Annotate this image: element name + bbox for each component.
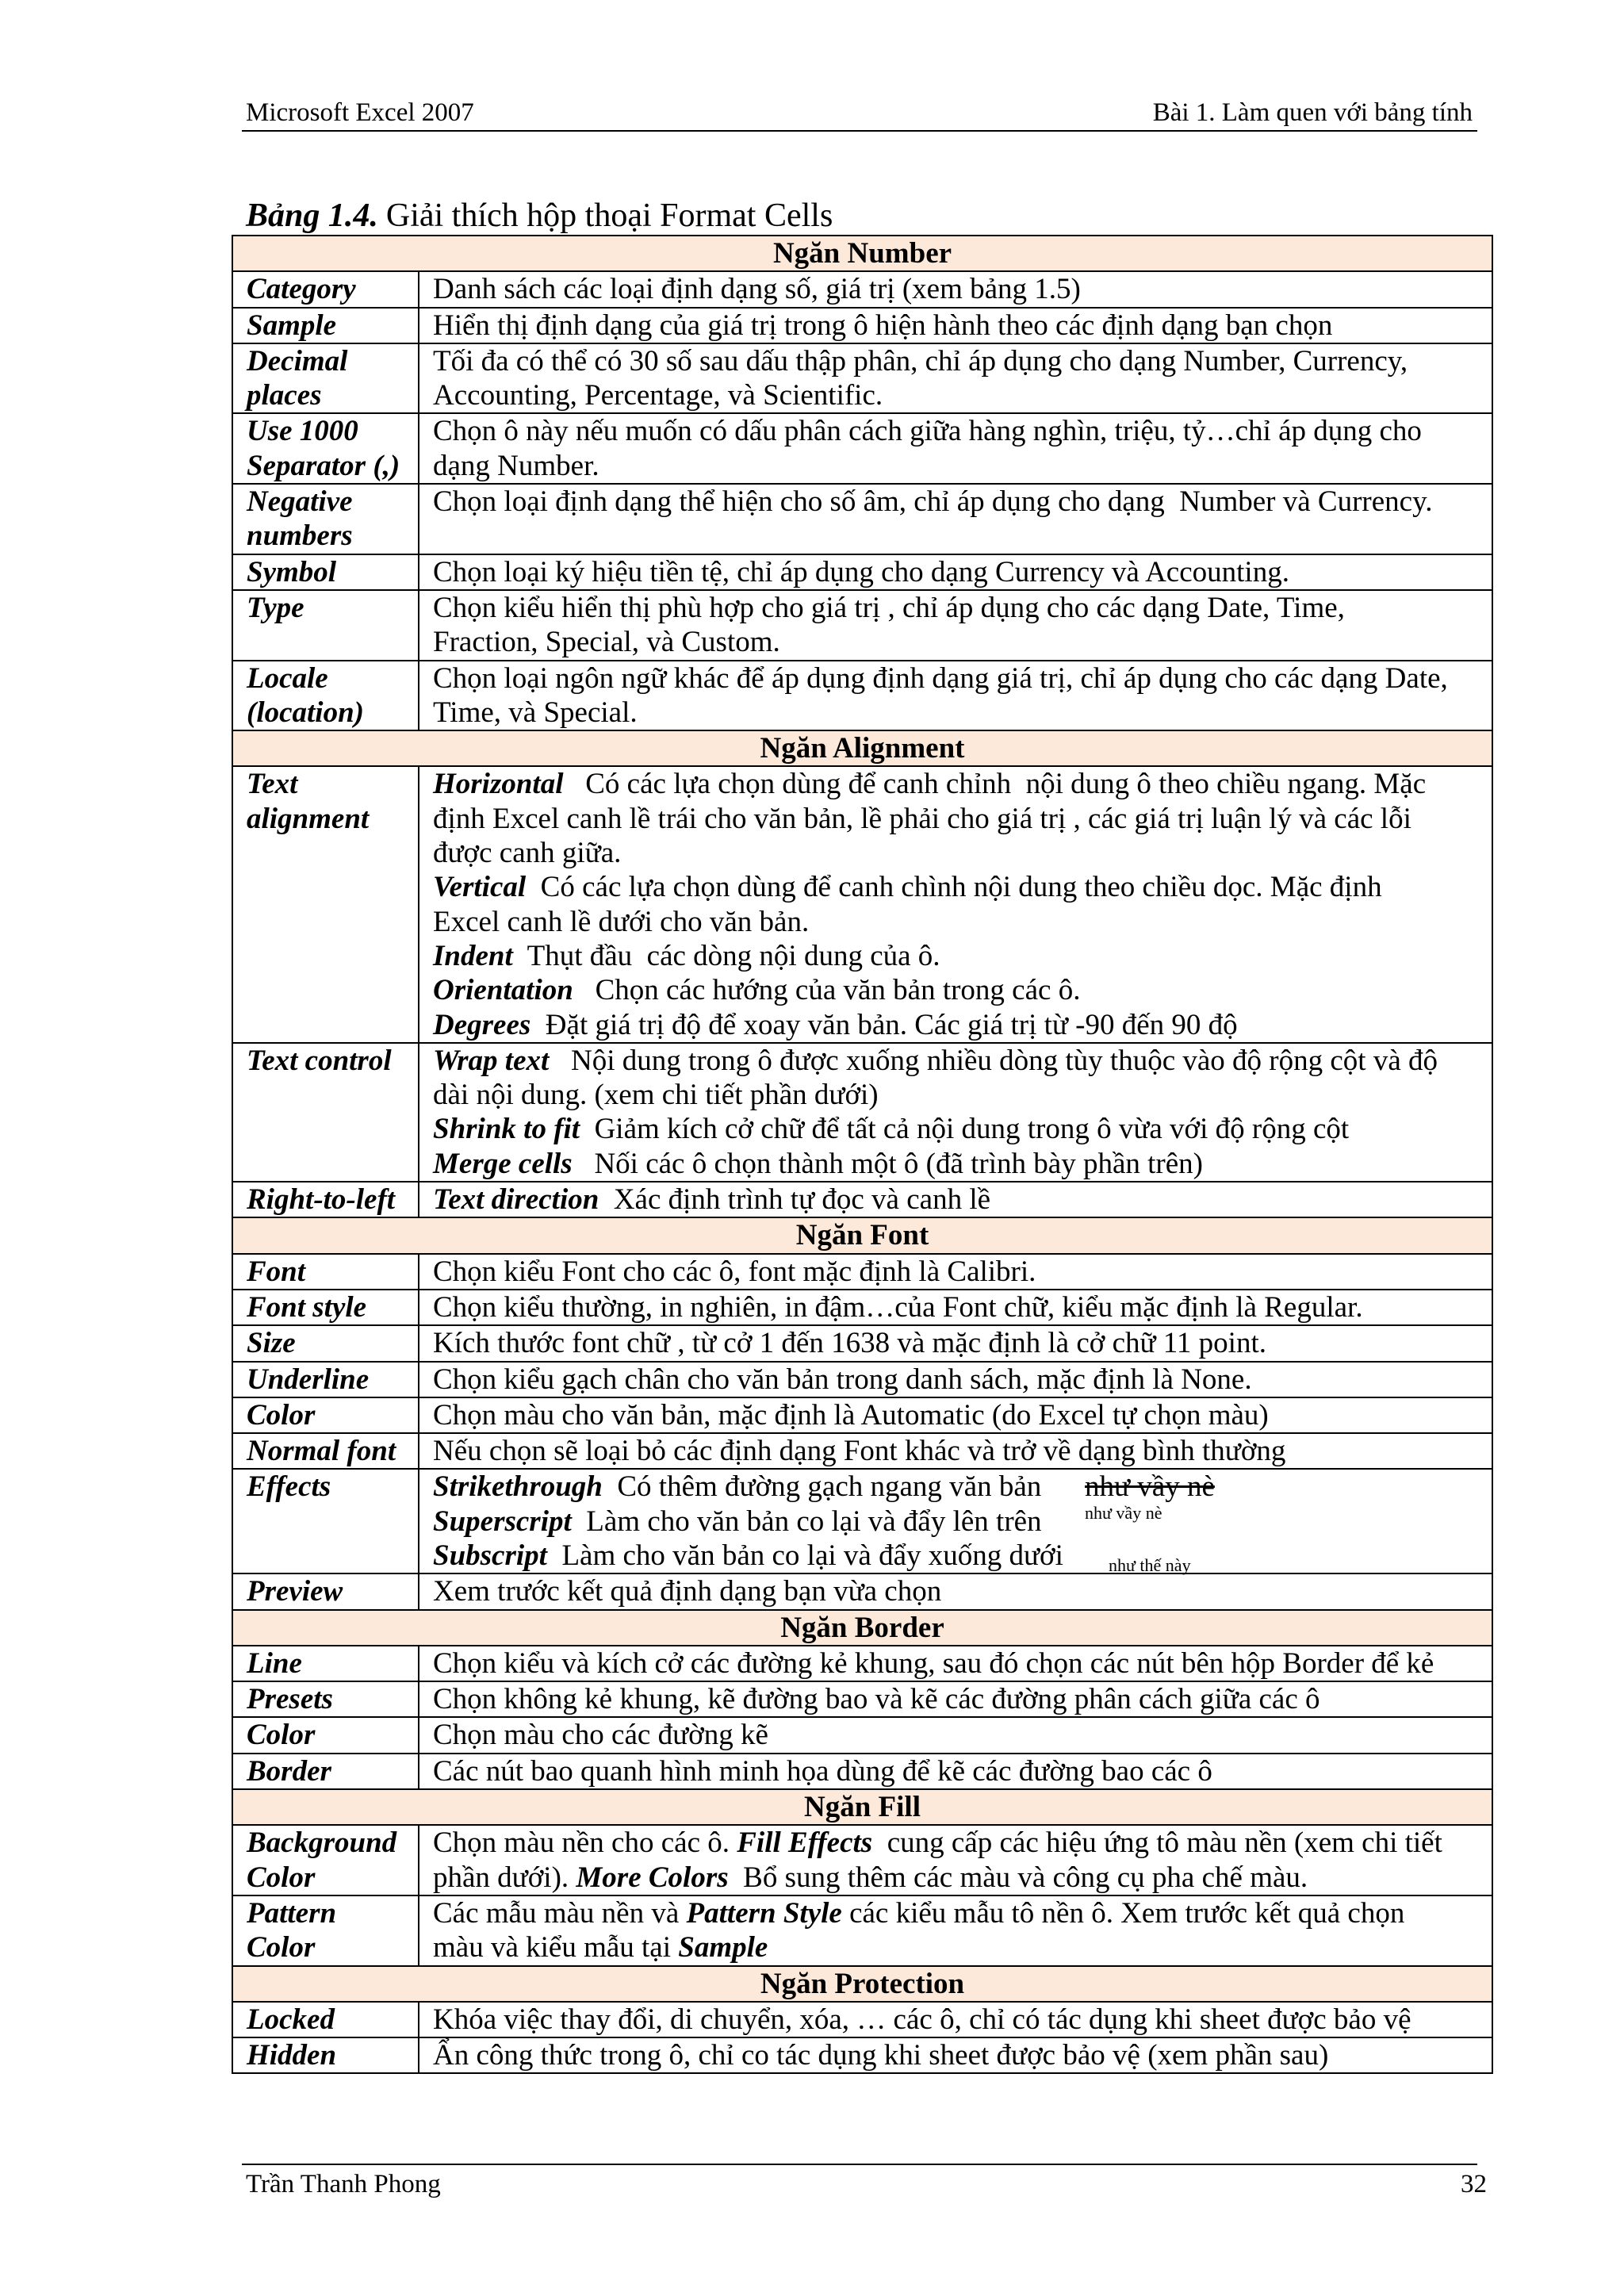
option-term: Shrink to fit — [433, 1113, 580, 1146]
header-book-title: Microsoft Excel 2007 — [246, 98, 474, 127]
row-label — [232, 308, 419, 343]
row-description — [419, 661, 1492, 731]
row-label — [232, 1646, 419, 1681]
section-title: Ngăn Font — [232, 1217, 1492, 1253]
option-term: Orientation — [433, 974, 573, 1007]
description-text: Chọn màu nền cho các ô. — [433, 1826, 737, 1860]
row-label-line: Use 1000 — [247, 415, 358, 448]
description-text: dạng Number. — [433, 449, 599, 482]
option-term: Horizontal — [433, 768, 564, 801]
row-label-line: Normal font — [247, 1435, 396, 1468]
description-text: Thụt đầu các dòng nội dung của ô. — [512, 939, 940, 972]
row-use-1000-separator — [232, 413, 1492, 484]
row-label-line: Pattern — [247, 1896, 337, 1930]
row-label-line: Preview — [247, 1575, 343, 1608]
row-description — [419, 1182, 1492, 1217]
description-text: Có các lựa chọn dùng để canh chình nội dung theo chiều dọc. Mặc định — [526, 871, 1382, 904]
row-label — [232, 766, 419, 1042]
description-text: Chọn loại ngôn ngữ khác để áp dụng định dạng giá trị, chỉ áp dụng cho các dạng Date, — [433, 661, 1448, 695]
description-text: Bổ sung thêm các màu và công cụ pha chế màu. — [728, 1861, 1308, 1894]
row-description — [419, 1681, 1492, 1717]
description-line — [433, 485, 1485, 519]
row-locale-location — [232, 661, 1492, 731]
row-label-line: Color — [247, 1931, 316, 1964]
description-line — [433, 378, 1485, 412]
row-label-line: (location) — [247, 696, 364, 729]
row-description — [419, 766, 1492, 1042]
row-description — [419, 1290, 1492, 1325]
section-header-row — [232, 1789, 1492, 1825]
row-description — [419, 484, 1492, 554]
description-line — [433, 414, 1485, 448]
description-text: Danh sách các loại định dạng số, giá trị (xem bảng 1.5) — [433, 273, 1081, 306]
option-term: Sample — [678, 1931, 768, 1964]
description-line — [433, 1826, 1485, 1860]
description-text: Làm cho văn bản co lại và đẩy xuống dưới — [546, 1539, 1063, 1572]
description-line — [433, 1539, 1485, 1576]
row-label — [232, 1895, 419, 1966]
row-text-alignment — [232, 766, 1492, 1042]
description-text: định Excel canh lề trái cho văn bản, lề phải cho giá trị , các giá trị luận lý và các lỗi — [433, 802, 1411, 835]
row-label — [232, 1825, 419, 1895]
description-text: Nếu chọn sẽ loại bỏ các định dạng Font khác và trở về dạng bình thường — [433, 1435, 1286, 1468]
description-line — [433, 449, 1485, 483]
description-text: được canh giữa. — [433, 837, 622, 870]
description-text: Các nút bao quanh hình minh họa dùng để kẽ các đường bao các ô — [433, 1754, 1212, 1788]
description-line — [433, 870, 1485, 904]
description-line — [433, 555, 1485, 589]
description-text: Tối đa có thể có 30 số sau dấu thập phân, chỉ áp dụng cho dạng Number, Currency, — [433, 344, 1408, 378]
description-line — [433, 309, 1485, 343]
row-underline — [232, 1362, 1492, 1397]
description-line — [433, 939, 1485, 973]
format-cells-table-body — [232, 236, 1492, 2073]
row-label — [232, 2002, 419, 2037]
description-text: dài nội dung. (xem chi tiết phần dưới) — [433, 1079, 879, 1112]
row-locked — [232, 2002, 1492, 2037]
row-label-line: Category — [247, 273, 356, 306]
row-label — [232, 2037, 419, 2073]
description-text: Chọn kiểu Font cho các ô, font mặc định là Calibri. — [433, 1255, 1036, 1288]
description-text: Giảm kích cở chữ để tất cả nội dung trong ô vừa với độ rộng cột — [580, 1113, 1350, 1146]
row-label — [232, 271, 419, 307]
page-header — [242, 97, 1477, 132]
description-text: Chọn màu cho văn bản, mặc định là Automatic (do Excel tự chọn màu) — [433, 1398, 1269, 1432]
section-header-row — [232, 1217, 1492, 1253]
description-line — [433, 1112, 1485, 1146]
description-text: Các mẫu màu nền và — [433, 1896, 687, 1930]
row-label — [232, 1043, 419, 1182]
row-label — [232, 1717, 419, 1753]
row-description — [419, 1469, 1492, 1576]
option-term: Merge cells — [433, 1147, 573, 1180]
description-line — [433, 1718, 1485, 1752]
row-category — [232, 271, 1492, 307]
row-description — [419, 1825, 1492, 1895]
description-text: Xác định trình tự đọc và canh lề — [599, 1183, 991, 1217]
row-label — [232, 590, 419, 661]
description-text: Đặt giá trị độ để xoay văn bản. Các giá trị từ -90 đến 90 độ — [530, 1008, 1238, 1041]
description-line — [433, 1646, 1485, 1681]
description-text: Accounting, Percentage, và Scientific. — [433, 379, 883, 412]
option-term: Text direction — [433, 1183, 599, 1217]
description-text: Có các lựa chọn dùng để canh chỉnh nội dung ô theo chiều ngang. Mặc — [563, 768, 1427, 801]
description-line — [433, 1182, 1485, 1217]
description-line — [433, 1290, 1485, 1324]
description-text: Chọn kiểu thường, in nghiên, in đậm…của Font chữ, kiểu mặc định là Regular. — [433, 1290, 1363, 1324]
row-description — [419, 2002, 1492, 2037]
row-label — [232, 661, 419, 731]
row-label-line: Sample — [247, 309, 337, 342]
row-normal-font — [232, 1433, 1492, 1469]
description-line — [433, 696, 1485, 730]
row-label — [232, 1397, 419, 1433]
row-hidden — [232, 2037, 1492, 2073]
section-header-row — [232, 236, 1492, 271]
option-term: More Colors — [576, 1861, 729, 1894]
description-text: Time, và Special. — [433, 696, 638, 729]
row-sample — [232, 308, 1492, 343]
row-label-line: Border — [247, 1754, 331, 1788]
description-line — [433, 1930, 1485, 1964]
row-label — [232, 1325, 419, 1361]
description-line — [433, 1044, 1485, 1078]
description-text: Chọn loại ký hiệu tiền tệ, chỉ áp dụng cho dạng Currency và Accounting. — [433, 555, 1289, 588]
description-text: Nối các ô chọn thành một ô (đã trình bày phần trên) — [572, 1147, 1203, 1180]
table-caption-title: Giải thích hộp thoại Format Cells — [385, 197, 833, 234]
footer-author: Trần Thanh Phong — [246, 2170, 441, 2198]
row-label — [232, 1254, 419, 1290]
row-label-line: Font — [247, 1255, 306, 1288]
description-text: Ẩn công thức trong ô, chỉ co tác dụng khi sheet được bảo vệ (xem phần sau) — [433, 2039, 1329, 2072]
row-background-color — [232, 1825, 1492, 1895]
option-term: Degrees — [433, 1008, 531, 1041]
description-line — [433, 1861, 1485, 1895]
row-size — [232, 1325, 1492, 1361]
row-description — [419, 343, 1492, 414]
description-text: Chọn kiểu và kích cở các đường kẻ khung, sau đó chọn các nút bên hộp Border để kẻ — [433, 1646, 1434, 1680]
row-label — [232, 1290, 419, 1325]
subscript-example: như thế này — [1109, 1555, 1191, 1576]
row-type — [232, 590, 1492, 661]
row-label-line: Presets — [247, 1683, 333, 1716]
description-line — [433, 272, 1485, 306]
row-label — [232, 1573, 419, 1609]
table-caption — [246, 197, 833, 234]
row-preview — [232, 1573, 1492, 1609]
row-label-line: places — [247, 379, 322, 412]
row-description — [419, 1717, 1492, 1753]
option-term: Indent — [433, 939, 513, 972]
description-text: cung cấp các hiệu ứng tô màu nền (xem chi tiết — [872, 1826, 1442, 1860]
description-text: phần dưới). — [433, 1861, 576, 1894]
row-label — [232, 484, 419, 554]
row-label-line: Type — [247, 591, 304, 624]
row-label — [232, 554, 419, 590]
row-label — [232, 343, 419, 414]
row-effects — [232, 1469, 1492, 1573]
row-description — [419, 554, 1492, 590]
row-description — [419, 308, 1492, 343]
description-text: Hiển thị định dạng của giá trị trong ô hiện hành theo các định dạng bạn chọn — [433, 309, 1333, 342]
row-label-line: Font style — [247, 1290, 367, 1324]
row-label-line: Hidden — [247, 2039, 337, 2072]
row-label-line: Text control — [247, 1044, 392, 1077]
option-term: Strikethrough — [433, 1470, 603, 1504]
row-label — [232, 1681, 419, 1717]
description-text: Chọn màu cho các đường kẽ — [433, 1719, 768, 1752]
description-line — [433, 2003, 1485, 2037]
description-line — [433, 1398, 1485, 1432]
row-line — [232, 1646, 1492, 1681]
row-symbol — [232, 554, 1492, 590]
row-color — [232, 1717, 1492, 1753]
description-text: Kích thước font chữ , từ cở 1 đến 1638 và mặc định là cở chữ 11 point. — [433, 1327, 1266, 1360]
row-description — [419, 1397, 1492, 1433]
row-description — [419, 1043, 1492, 1182]
row-label-line: Line — [247, 1646, 302, 1680]
row-color — [232, 1397, 1492, 1433]
description-line — [433, 1008, 1485, 1042]
row-font-style — [232, 1290, 1492, 1325]
row-label — [232, 1469, 419, 1573]
row-label-line: Background — [247, 1826, 397, 1860]
row-decimal-places — [232, 343, 1492, 414]
description-text: màu và kiểu mẫu tại — [433, 1931, 679, 1964]
row-text-control — [232, 1043, 1492, 1182]
description-line — [433, 1363, 1485, 1397]
strikethrough-example: như vầy nè — [1085, 1470, 1215, 1504]
description-line — [433, 1504, 1485, 1539]
row-label-line: Size — [247, 1327, 296, 1360]
row-border — [232, 1754, 1492, 1789]
description-text: Chọn kiểu hiển thị phù hợp cho giá trị , chỉ áp dụng cho các dạng Date, Time, — [433, 591, 1345, 624]
description-text: Làm cho văn bản co lại và đẩy lên trên — [571, 1504, 1042, 1538]
description-line — [433, 802, 1485, 836]
row-presets — [232, 1681, 1492, 1717]
description-line — [433, 2038, 1485, 2072]
description-line — [433, 836, 1485, 870]
header-lesson-title: Bài 1. Làm quen với bảng tính — [1152, 98, 1473, 127]
row-description — [419, 271, 1492, 307]
row-label-line: Negative — [247, 485, 353, 519]
description-line — [433, 1896, 1485, 1930]
row-label-line: Locale — [247, 661, 328, 695]
description-text: Chọn ô này nếu muốn có dấu phân cách giữa hàng nghìn, triệu, tỷ…chỉ áp dụng cho — [433, 415, 1422, 448]
description-line — [433, 1078, 1485, 1112]
row-right-to-left — [232, 1182, 1492, 1217]
row-label-line: Symbol — [247, 555, 337, 588]
description-line — [433, 1754, 1485, 1788]
option-term: Subscript — [433, 1539, 547, 1572]
row-label — [232, 1362, 419, 1397]
description-line — [433, 973, 1485, 1007]
description-line — [433, 905, 1485, 939]
row-label-line: numbers — [247, 519, 353, 553]
format-cells-table — [232, 235, 1493, 2074]
row-label-line: Separator (,) — [247, 449, 400, 482]
row-label-line: Color — [247, 1719, 316, 1752]
description-line — [433, 1682, 1485, 1716]
description-text: Chọn kiểu gạch chân cho văn bản trong danh sách, mặc định là None. — [433, 1363, 1252, 1396]
row-label-line: alignment — [247, 802, 370, 835]
option-term: Fill Effects — [737, 1826, 873, 1860]
option-term: Wrap text — [433, 1044, 550, 1077]
row-description — [419, 1325, 1492, 1361]
section-title: Ngăn Number — [232, 236, 1492, 271]
row-label — [232, 1754, 419, 1789]
row-description — [419, 413, 1492, 484]
page-number: 32 — [1461, 2170, 1487, 2198]
row-description — [419, 1895, 1492, 1966]
description-line — [433, 1147, 1485, 1181]
row-label — [232, 1182, 419, 1217]
row-label-line: Text — [247, 768, 298, 801]
description-text: Chọn loại định dạng thể hiện cho số âm, chỉ áp dụng cho dạng Number và Currency. — [433, 485, 1433, 519]
row-description — [419, 2037, 1492, 2073]
description-line — [433, 1434, 1485, 1468]
section-title: Ngăn Fill — [232, 1789, 1492, 1825]
row-label-line: Effects — [247, 1470, 331, 1504]
description-text: Nội dung trong ô được xuống nhiều dòng tùy thuộc vào độ rộng cột và độ — [549, 1044, 1438, 1077]
row-description — [419, 590, 1492, 661]
description-line — [433, 767, 1485, 801]
superscript-example: như vầy nè — [1085, 1502, 1162, 1523]
footer-rule — [242, 2164, 1477, 2165]
row-label — [232, 413, 419, 484]
description-text: Chọn không kẻ khung, kẽ đường bao và kẽ các đường phân cách giữa các ô — [433, 1683, 1320, 1716]
row-label — [232, 1433, 419, 1469]
description-line — [433, 1255, 1485, 1289]
description-text: Có thêm đường gạch ngang văn bản — [602, 1470, 1042, 1504]
description-line — [433, 344, 1485, 378]
section-title: Ngăn Border — [232, 1610, 1492, 1646]
option-term: Superscript — [433, 1504, 572, 1538]
row-label-line: Underline — [247, 1363, 370, 1396]
row-label-line: Color — [247, 1861, 316, 1894]
option-term: Vertical — [433, 871, 527, 904]
table-caption-label: Bảng 1.4. — [246, 197, 378, 234]
section-header-row — [232, 730, 1492, 766]
row-description — [419, 1573, 1492, 1609]
row-label-line: Color — [247, 1398, 316, 1432]
row-label-line: Right-to-left — [247, 1183, 396, 1217]
row-negative-numbers — [232, 484, 1492, 554]
section-title: Ngăn Protection — [232, 1966, 1492, 2002]
description-line — [433, 625, 1485, 659]
option-term: Pattern Style — [686, 1896, 842, 1930]
row-description — [419, 1254, 1492, 1290]
row-label-line: Decimal — [247, 344, 348, 378]
description-text: Xem trước kết quả định dạng bạn vừa chọn — [433, 1575, 942, 1608]
row-description — [419, 1362, 1492, 1397]
row-label-line: Locked — [247, 2003, 335, 2036]
description-line — [433, 1326, 1485, 1360]
description-text: Khóa việc thay đổi, di chuyển, xóa, … các ô, chỉ có tác dụng khi sheet được bảo vệ — [433, 2003, 1411, 2036]
section-header-row — [232, 1610, 1492, 1646]
description-text: Chọn các hướng của văn bản trong các ô. — [573, 974, 1081, 1007]
row-pattern-color — [232, 1895, 1492, 1966]
section-title: Ngăn Alignment — [232, 730, 1492, 766]
description-line — [433, 1574, 1485, 1608]
description-line — [433, 661, 1485, 696]
row-description — [419, 1433, 1492, 1469]
row-font — [232, 1254, 1492, 1290]
description-line — [433, 1470, 1485, 1504]
row-description — [419, 1646, 1492, 1681]
description-text: Fraction, Special, và Custom. — [433, 626, 780, 659]
description-text: các kiểu mẫu tô nền ô. Xem trước kết quả chọn — [841, 1896, 1405, 1930]
description-line — [433, 591, 1485, 625]
description-text: Excel canh lề dưới cho văn bản. — [433, 905, 810, 938]
section-header-row — [232, 1966, 1492, 2002]
row-description — [419, 1754, 1492, 1789]
